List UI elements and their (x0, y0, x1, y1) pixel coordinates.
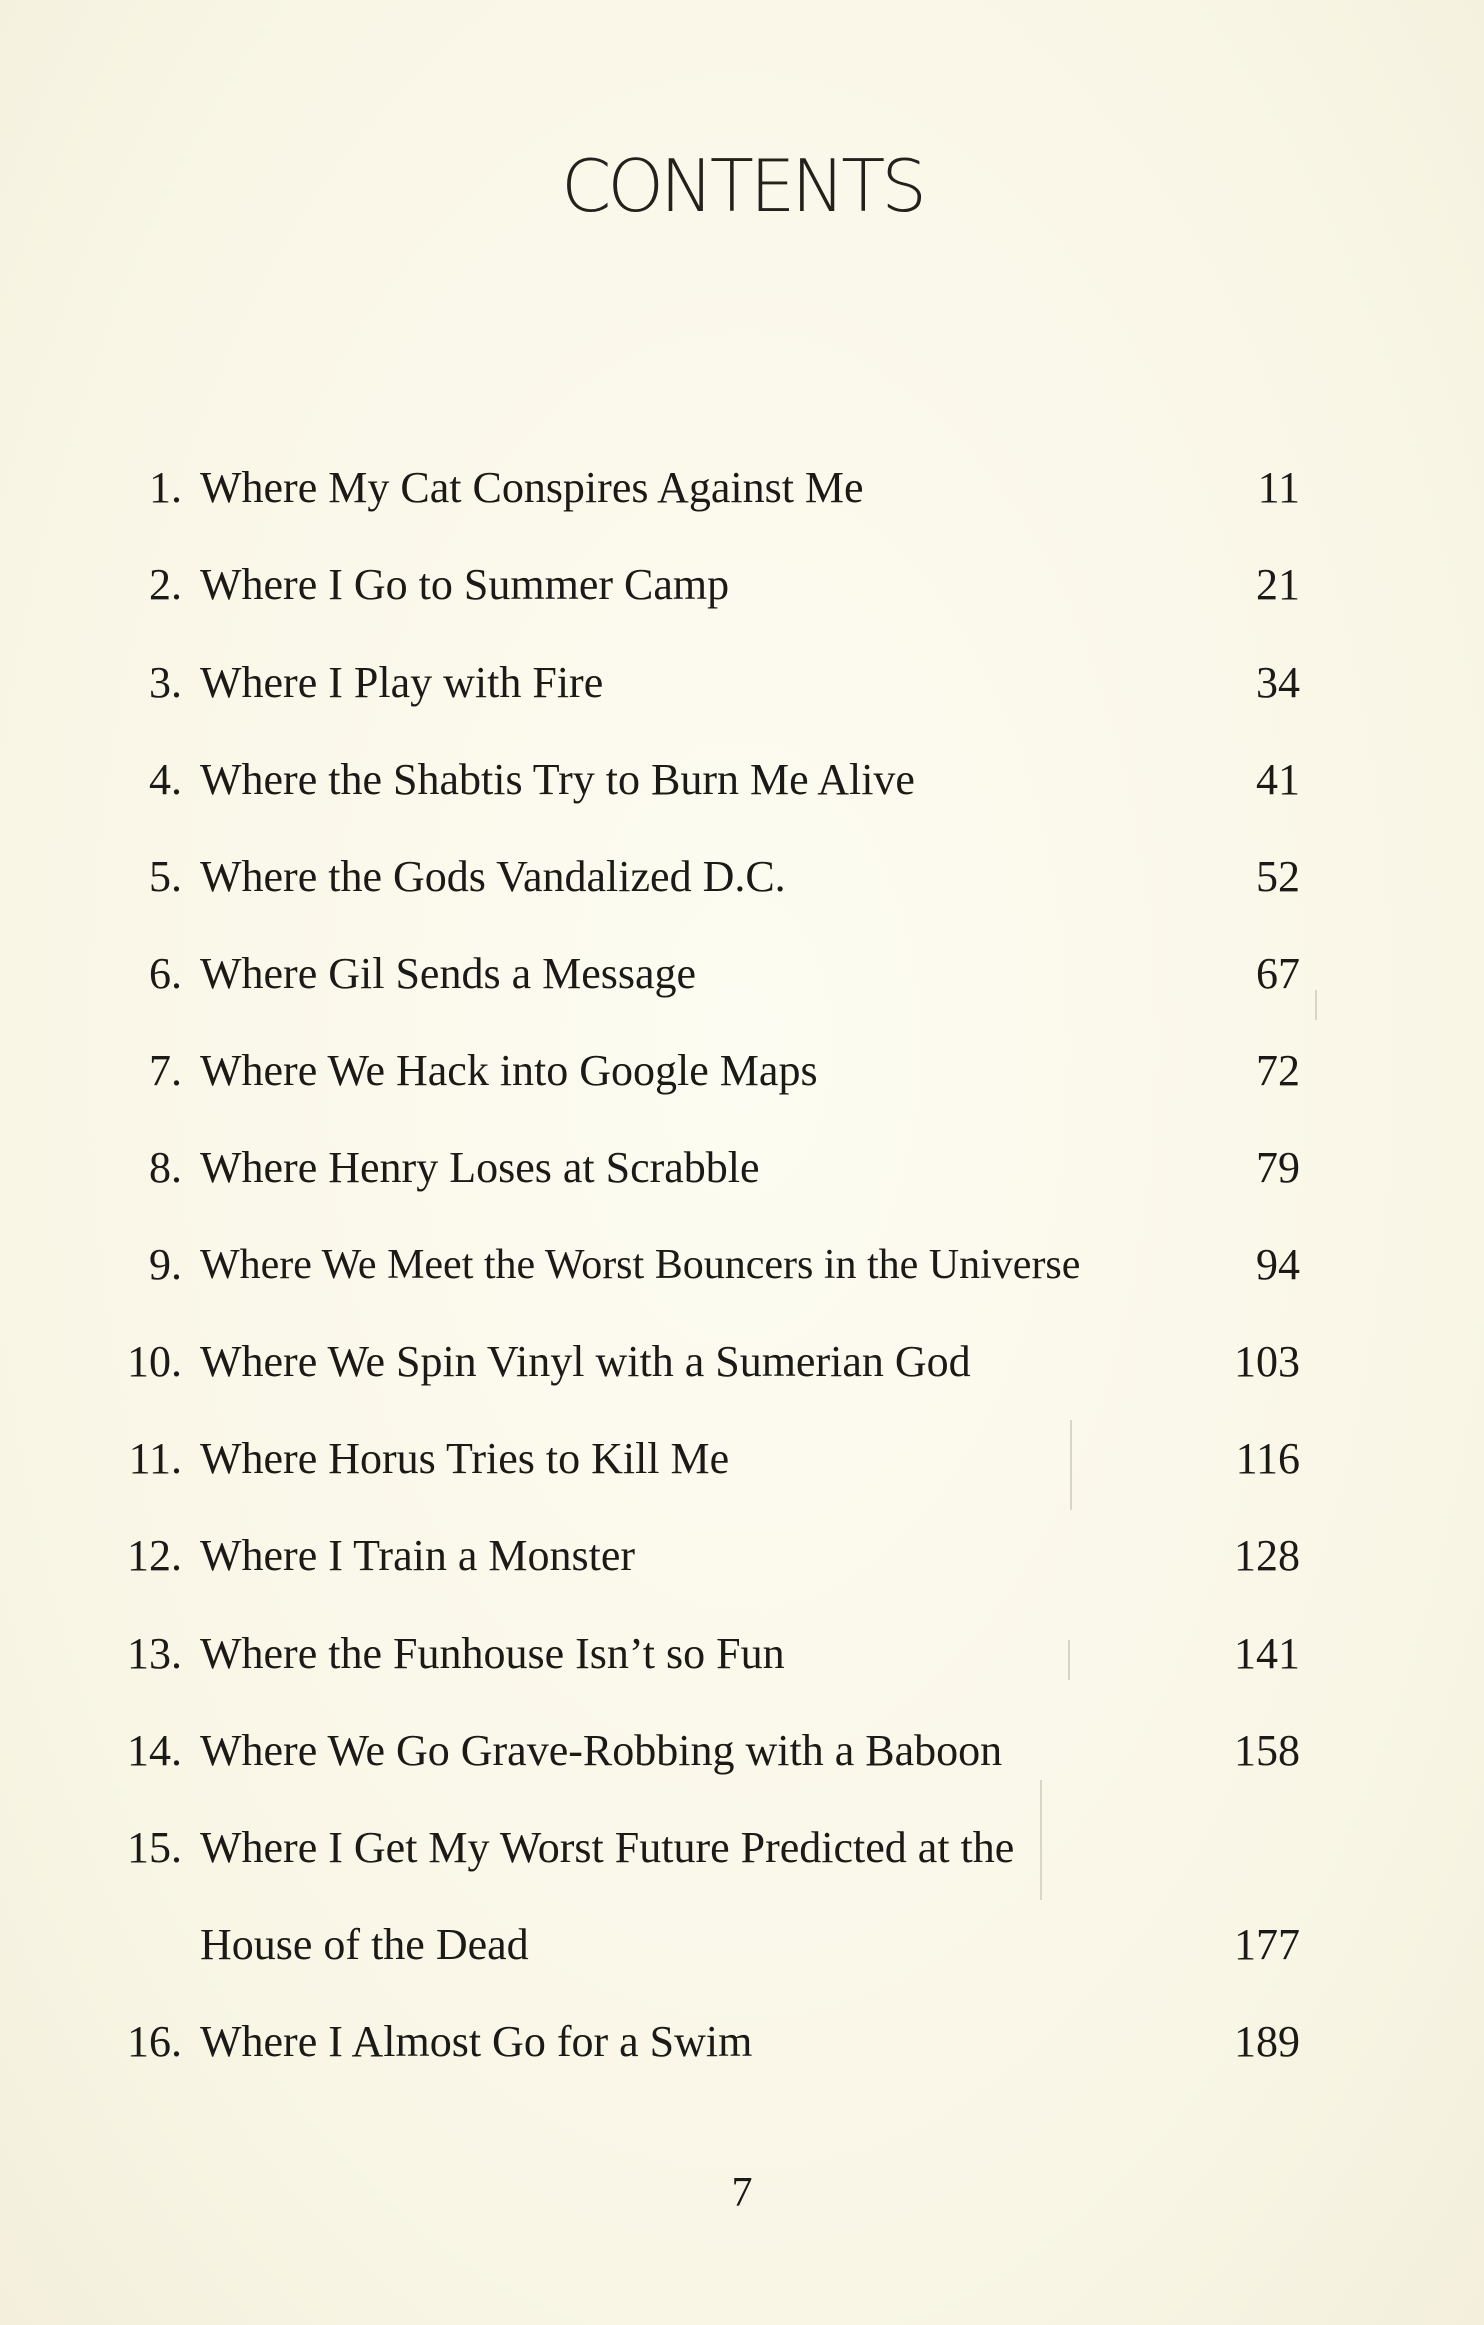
contents-heading: CONTENTS (561, 144, 923, 228)
chapter-title: Where I Go to Summer Camp (200, 560, 730, 609)
toc-entry (0, 2012, 1484, 2072)
chapter-page: 116 (1235, 1434, 1300, 1483)
chapter-number: 11. (128, 1434, 182, 1483)
chapter-title: Where We Meet the Worst Bouncers in the Universe (200, 1242, 1081, 1288)
chapter-title: Where the Gods Vandalized D.C. (200, 852, 786, 901)
chapter-number: 12. (127, 1531, 182, 1580)
chapter-page: 11 (1257, 463, 1300, 512)
chapter-title: Where My Cat Conspires Against Me (200, 463, 864, 512)
chapter-page: 189 (1234, 2017, 1300, 2066)
toc-entry (0, 458, 1484, 518)
chapter-page: 52 (1256, 852, 1300, 901)
scan-mark (1070, 1420, 1072, 1510)
chapter-page: 34 (1256, 658, 1300, 707)
chapter-number: 3. (149, 658, 182, 707)
toc-entry (0, 1332, 1484, 1392)
chapter-page: 141 (1234, 1629, 1300, 1678)
chapter-number: 5. (149, 852, 182, 901)
chapter-page: 128 (1234, 1531, 1300, 1580)
toc-entry (0, 1624, 1484, 1684)
toc-entry (0, 1526, 1484, 1586)
chapter-title: Where We Go Grave-Robbing with a Baboon (200, 1726, 1003, 1775)
chapter-number: 15. (127, 1823, 182, 1872)
chapter-page: 67 (1256, 949, 1300, 998)
chapter-page: 177 (1234, 1920, 1300, 1969)
chapter-page: 158 (1234, 1726, 1300, 1775)
toc-entry (0, 1235, 1484, 1295)
chapter-title: Where Henry Loses at Scrabble (200, 1143, 760, 1192)
toc-entry (0, 653, 1484, 713)
chapter-number: 2. (149, 560, 182, 609)
chapter-number: 1. (149, 463, 182, 512)
toc-entry (0, 944, 1484, 1004)
toc-entry (0, 847, 1484, 907)
chapter-title: Where I Almost Go for a Swim (200, 2017, 753, 2066)
chapter-page: 94 (1256, 1240, 1300, 1289)
chapter-title: Where I Get My Worst Future Predicted at the (200, 1823, 1015, 1872)
chapter-title: Where I Train a Monster (200, 1531, 636, 1580)
chapter-number: 7. (149, 1046, 182, 1095)
chapter-number: 13. (127, 1629, 182, 1678)
chapter-title: Where We Hack into Google Maps (200, 1046, 818, 1095)
chapter-page: 21 (1256, 560, 1300, 609)
chapter-number: 16. (127, 2017, 182, 2066)
page-number: 7 (731, 2170, 753, 2216)
chapter-number: 6. (149, 949, 182, 998)
chapter-title: Where the Shabtis Try to Burn Me Alive (200, 755, 915, 804)
scan-mark (1040, 1780, 1042, 1900)
toc-entry-continuation (0, 1915, 1484, 1975)
toc-entry (0, 1721, 1484, 1781)
scan-mark (1315, 990, 1317, 1020)
toc-entry (0, 1818, 1484, 1878)
chapter-title: Where We Spin Vinyl with a Sumerian God (200, 1337, 971, 1386)
chapter-number: 8. (149, 1143, 182, 1192)
toc-entry (0, 555, 1484, 615)
chapter-title: Where the Funhouse Isn’t so Fun (200, 1629, 785, 1678)
scan-mark (1068, 1640, 1070, 1680)
toc-entry (0, 1429, 1484, 1489)
toc-entry (0, 1138, 1484, 1198)
chapter-page: 79 (1256, 1143, 1300, 1192)
chapter-title: Where Horus Tries to Kill Me (200, 1434, 730, 1483)
chapter-title: Where I Play with Fire (200, 658, 604, 707)
chapter-number: 14. (127, 1726, 182, 1775)
chapter-title-continuation: House of the Dead (200, 1920, 529, 1969)
chapter-page: 103 (1234, 1337, 1300, 1386)
chapter-number: 10. (127, 1337, 182, 1386)
toc-entry (0, 1041, 1484, 1101)
chapter-number: 9. (149, 1240, 182, 1289)
chapter-page: 41 (1256, 755, 1300, 804)
chapter-number: 4. (149, 755, 182, 804)
chapter-page: 72 (1256, 1046, 1300, 1095)
toc-entry (0, 750, 1484, 810)
chapter-title: Where Gil Sends a Message (200, 949, 697, 998)
